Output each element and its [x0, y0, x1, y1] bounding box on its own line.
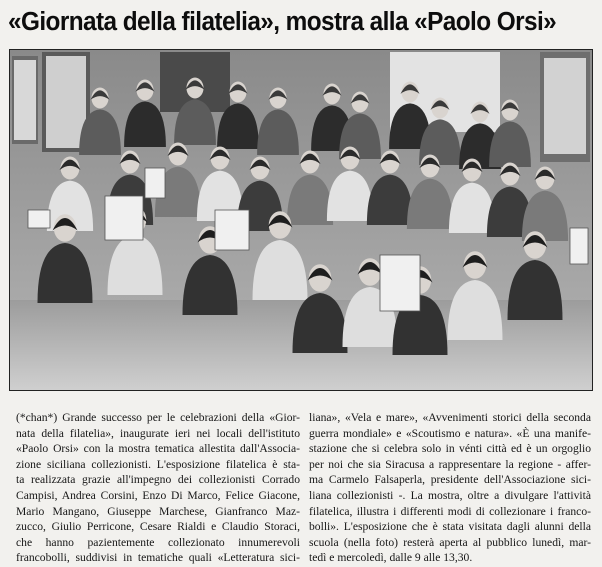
- stamp-sheet: [145, 168, 165, 198]
- text-line: Mario Mangano, Giuseppe Marchese, Gianfranco Maz-: [16, 504, 300, 518]
- text-line: Campisi, Andrea Corsini, Enzo Di Marco, Felice Giacone,: [16, 488, 300, 502]
- text-line: liana», «Vela e mare», «Avvenimenti storici della seconda: [309, 411, 591, 424]
- text-line: tedì e mercoledì, dalle 9 alle 13,30.: [309, 551, 473, 565]
- article-column-left: [16, 410, 300, 566]
- stamp-sheet: [380, 255, 420, 311]
- text-line: nata della filatelia», inaugurate ieri nei locali dell'istituto: [16, 426, 300, 440]
- stamp-sheet: [28, 210, 50, 228]
- text-line: liana collezionisti -. La mostra, oltre a divulgare l'attività: [309, 488, 591, 502]
- article-headline: «Giornata della filatelia», mostra alla «Paolo Orsi»: [8, 8, 557, 36]
- text-line: ta realizzata grazie all'impegno dei collezionisti Corrado: [16, 473, 300, 487]
- text-line: francobolli, suddivisi in tematiche quali «Letteratura sici-: [16, 551, 300, 565]
- text-line: (*chan*) Grande successo per le celebrazioni della «Gior-: [16, 411, 300, 424]
- text-line: che hanno pazientemente collezionato innumerevoli: [16, 535, 300, 549]
- text-line: «Paolo Orsi» con la mostra tematica allestita dall'Associa-: [16, 442, 300, 456]
- article-column-right: [309, 410, 591, 566]
- stamp-sheet: [105, 196, 143, 240]
- text-line: ma Carmelo Falsaperla, presidente dell'Associazione sici-: [309, 473, 591, 487]
- text-line: zucco, Giulio Perricone, Cesare Rialdi e Claudio Storaci,: [16, 520, 300, 534]
- text-line: stazione che si celebra solo in vénti città ed è un orgoglio: [309, 442, 591, 456]
- text-line: zione siciliana collezionisti. L'esposizione filatelica è sta-: [16, 457, 300, 471]
- text-line: guerra mondiale» e «Scoutismo e natura». «È una manife-: [309, 426, 591, 440]
- group-photo-image: [10, 50, 592, 390]
- text-line: bolli». L'esposizione che è stata visitata dagli alunni della: [309, 520, 591, 534]
- group-photo: [9, 49, 593, 391]
- text-line: scuola (nella foto) resterà aperta al pubblico lunedì, mar-: [309, 535, 591, 549]
- stamp-sheet: [570, 228, 588, 264]
- stamp-sheet: [215, 210, 249, 250]
- text-line: per noi che sia Siracusa a rappresentare la regione - affer-: [309, 457, 591, 471]
- text-line: filatelica, illustra i differenti modi di collezionare i franco-: [309, 504, 591, 518]
